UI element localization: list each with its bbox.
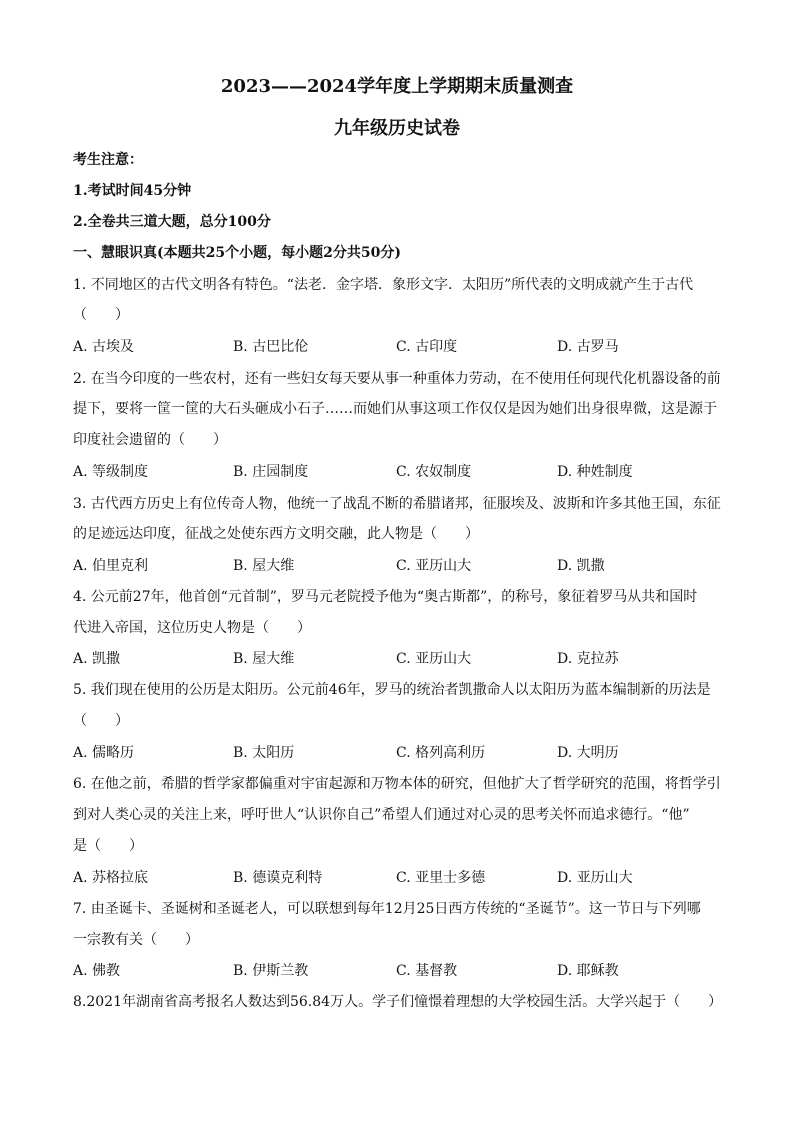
question-4-option-a: A. 凯撒: [73, 651, 121, 667]
question-2-line: 2. 在当今印度的一些农村，还有一些妇女每天要从事一种重体力劳动，在不使用任何现代化机器设备的前: [73, 371, 721, 387]
question-2-option-b: B. 庄园制度: [233, 464, 309, 480]
question-3-option-b: B. 屋大维: [233, 558, 295, 574]
notice-item: 2.全卷共三道大题，总分100分: [73, 214, 271, 230]
question-1-option-c: C. 古印度: [396, 339, 458, 355]
question-1-line: （ ）: [73, 307, 129, 323]
question-6-option-b: B. 德谟克利特: [233, 870, 323, 886]
notice-heading: 考生注意：: [73, 152, 143, 168]
question-3-line: 3. 古代西方历史上有位传奇人物，他统一了战乱不断的希腊诸邦，征服埃及、波斯和许多其他王国，东征: [73, 496, 721, 512]
question-6-option-c: C. 亚里士多德: [396, 870, 486, 886]
question-6-line: 6. 在他之前，希腊的哲学家都偏重对宇宙起源和万物本体的研究，但他扩大了哲学研究的范围，将哲学引: [73, 776, 721, 792]
question-7-line: 7. 由圣诞卡、圣诞树和圣诞老人，可以联想到每年12月25日西方传统的“圣诞节”。这一节日与下列哪: [73, 901, 701, 917]
question-7-option-a: A. 佛教: [73, 963, 121, 979]
question-3-option-c: C. 亚历山大: [396, 558, 472, 574]
question-1-option-d: D. 古罗马: [557, 339, 619, 355]
question-5-line: 5. 我们现在使用的公历是太阳历。公元前46年，罗马的统治者凯撒命人以太阳历为蓝本编制新的历法是: [73, 682, 711, 698]
question-4-line: 代进入帝国，这位历史人物是（ ）: [73, 620, 311, 636]
question-6-line: 是（ ）: [73, 838, 143, 854]
question-8-line: 8.2021年湖南省高考报名人数达到56.84万人。学子们憧憬着理想的大学校园生活。大学兴起于（ ）: [73, 994, 723, 1010]
question-7-option-c: C. 基督教: [396, 963, 458, 979]
question-4-line: 4. 公元前27年，他首创“元首制”，罗马元老院授予他为“奥古斯都”，的称号，象征着罗马从共和国时: [73, 589, 698, 605]
question-7-option-b: B. 伊斯兰教: [233, 963, 309, 979]
question-5-option-a: A. 儒略历: [73, 745, 135, 761]
exam-subtitle: 九年级历史试卷: [334, 118, 460, 139]
question-5-option-b: B. 太阳历: [233, 745, 295, 761]
question-3-option-a: A. 伯里克利: [73, 558, 149, 574]
question-2-line: 提下，要将一筐一筐的大石头砸成小石子……而她们从事这项工作仅仅是因为她们出身很卑微，这是源于: [73, 401, 717, 417]
question-2-line: 印度社会遗留的（ ）: [73, 432, 227, 448]
question-1-line: 1. 不同地区的古代文明各有特色。“法老．金字塔．象形文字．太阳历”所代表的文明成就产生于古代: [73, 277, 694, 293]
question-2-option-d: D. 种姓制度: [557, 464, 633, 480]
question-2-option-a: A. 等级制度: [73, 464, 149, 480]
question-6-line: 到对人类心灵的关注上来，呼吁世人“认识你自己”希望人们通过对心灵的思考关怀而追求德行。“他”: [73, 807, 690, 823]
notice-item: 1.考试时间45分钟: [73, 183, 192, 199]
section-heading: 一、慧眼识真(本题共25个小题，每小题2分共50分): [73, 245, 401, 261]
question-1-option-a: A. 古埃及: [73, 339, 135, 355]
question-7-line: 一宗教有关（ ）: [73, 932, 199, 948]
question-4-option-b: B. 屋大维: [233, 651, 295, 667]
question-4-option-c: C. 亚历山大: [396, 651, 472, 667]
question-3-option-d: D. 凯撒: [557, 558, 605, 574]
question-7-option-d: D. 耶稣教: [557, 963, 619, 979]
question-5-line: （ ）: [73, 713, 129, 729]
question-5-option-c: C. 格列高利历: [396, 745, 486, 761]
question-3-line: 的足迹远达印度，征战之处使东西方文明交融，此人物是（ ）: [73, 526, 479, 542]
exam-title: 2023——2024学年度上学期期末质量测查: [220, 76, 574, 97]
question-2-option-c: C. 农奴制度: [396, 464, 472, 480]
question-6-option-a: A. 苏格拉底: [73, 870, 149, 886]
question-4-option-d: D. 克拉苏: [557, 651, 619, 667]
question-5-option-d: D. 大明历: [557, 745, 619, 761]
question-1-option-b: B. 古巴比伦: [233, 339, 309, 355]
question-6-option-d: D. 亚历山大: [557, 870, 633, 886]
